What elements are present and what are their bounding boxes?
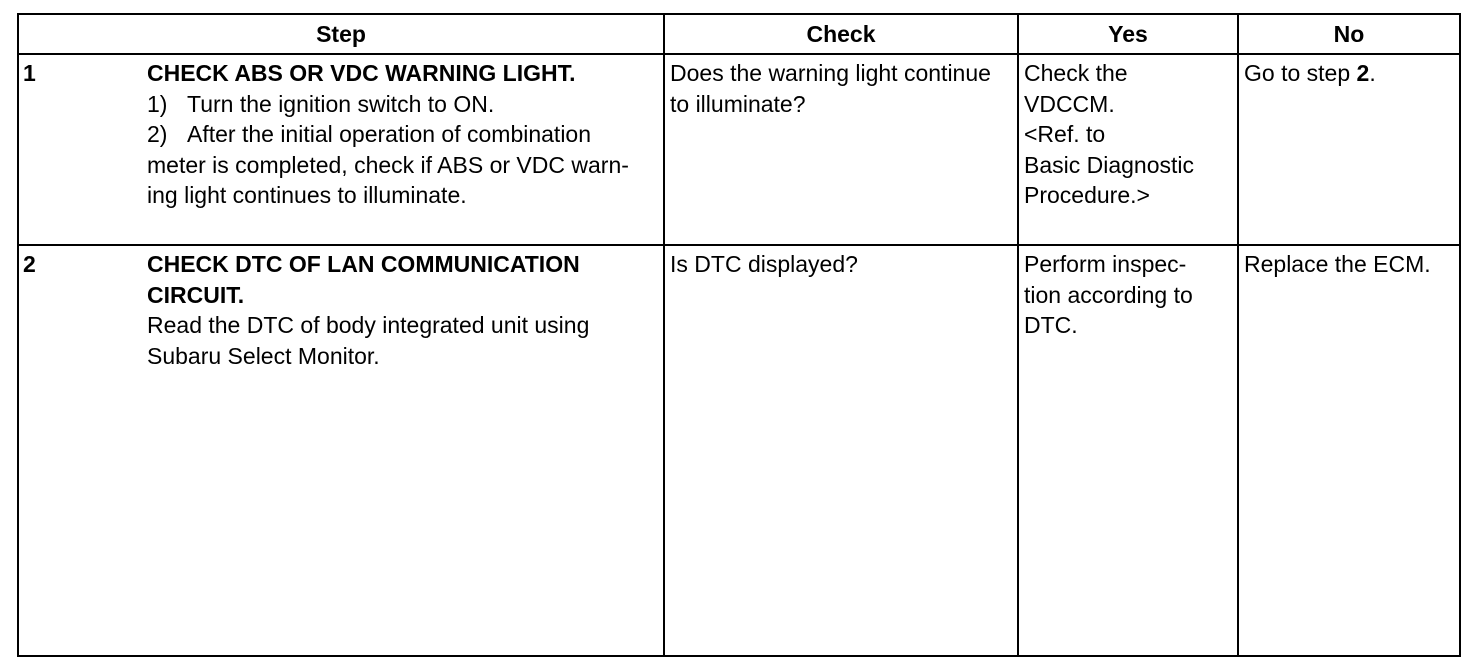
- step-body: [147, 249, 663, 371]
- header-yes: Yes: [1018, 14, 1238, 54]
- yes-text-line: Perform inspec-: [1024, 251, 1187, 277]
- step-title: CHECK ABS OR VDC WARNING LIGHT.: [147, 60, 576, 86]
- yes-text-line: VDCCM.: [1024, 90, 1115, 117]
- header-check: Check: [664, 14, 1018, 54]
- header-step: Step: [18, 14, 664, 54]
- substep-number: 1): [147, 90, 168, 117]
- table-row: [18, 54, 1460, 245]
- substep-number: 2): [147, 121, 168, 147]
- step-text-line: meter is completed, check if ABS or VDC warn-: [147, 151, 629, 178]
- yes-text-line: DTC.: [1024, 312, 1078, 338]
- step-cell: [18, 245, 664, 656]
- check-text-line: Is DTC displayed?: [670, 251, 858, 277]
- step-text-line: Subaru Select Monitor.: [147, 342, 380, 369]
- step-cell: [18, 54, 664, 245]
- step-text-line: ing light continues to illuminate.: [147, 182, 467, 208]
- substep: [147, 89, 659, 120]
- check-text-line: to illuminate?: [670, 90, 806, 117]
- yes-text-line: <Ref. to: [1024, 121, 1106, 147]
- yes-cell: [1018, 54, 1238, 245]
- step-title: CIRCUIT.: [147, 281, 245, 308]
- no-text: Go to step: [1244, 60, 1357, 86]
- yes-text-line: Procedure.>: [1024, 182, 1150, 208]
- step-number: 2: [23, 251, 36, 277]
- check-cell: [664, 54, 1018, 245]
- step-title: CHECK DTC OF LAN COMMUNICATION: [147, 251, 580, 277]
- step-body: [147, 58, 663, 211]
- step-link[interactable]: 2: [1356, 60, 1370, 86]
- yes-cell: [1018, 245, 1238, 656]
- substep-text: After the initial operation of combination: [187, 121, 592, 147]
- step-text-line: Read the DTC of body integrated unit using: [147, 312, 590, 338]
- yes-text-line: Check the: [1024, 60, 1128, 86]
- substep: [147, 119, 659, 150]
- substep-text: Turn the ignition switch to ON.: [187, 90, 495, 117]
- check-cell: [664, 245, 1018, 656]
- yes-text-line: Basic Diagnostic: [1024, 151, 1195, 178]
- no-cell: [1238, 245, 1460, 656]
- no-text-suffix: .: [1369, 60, 1376, 86]
- diagnostic-table: [17, 13, 1461, 657]
- header-no: No: [1238, 14, 1460, 54]
- table-row: [18, 245, 1460, 656]
- check-text-line: Does the warning light continue: [670, 60, 991, 86]
- no-text: Replace the ECM.: [1244, 251, 1431, 277]
- step-number: 1: [23, 60, 36, 86]
- no-cell: [1238, 54, 1460, 245]
- table-header-row: [18, 14, 1460, 54]
- yes-text-line: tion according to: [1024, 281, 1193, 308]
